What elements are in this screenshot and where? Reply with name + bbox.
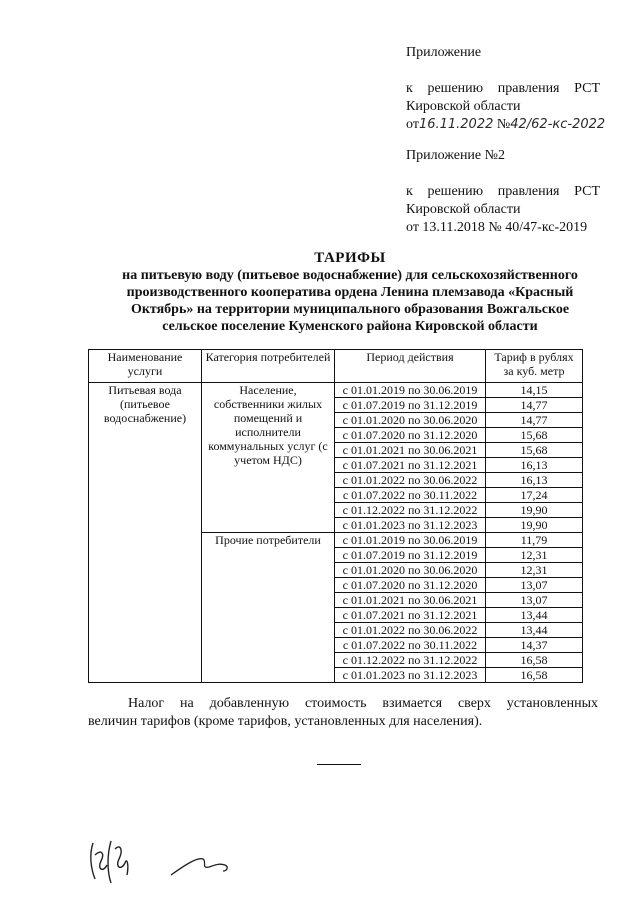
appendix-handwritten-number: 42/62-кс-2022: [510, 117, 606, 132]
tariff-cell: 16,13: [486, 473, 583, 488]
note-line-1: Налог на добавленную стоимость взимается сверх установленных: [128, 696, 598, 711]
appendix-handwritten-date: 16.11.2022: [418, 117, 494, 132]
appendix2-decision-line: к решению правления РСТ: [406, 184, 600, 199]
period-cell: с 01.12.2022 по 31.12.2022: [335, 653, 486, 668]
appendix-region-line: Кировской области: [406, 99, 521, 114]
table-body: [89, 383, 583, 683]
period-cell: с 01.12.2022 по 31.12.2022: [335, 503, 486, 518]
period-cell: с 01.07.2019 по 31.12.2019: [335, 548, 486, 563]
tariff-cell: 17,24: [486, 488, 583, 503]
period-cell: с 01.07.2019 по 31.12.2019: [335, 398, 486, 413]
tariff-cell: 14,77: [486, 413, 583, 428]
tariff-cell: 12,31: [486, 548, 583, 563]
title-heading: ТАРИФЫ: [314, 250, 386, 266]
header-tariff: Тариф в рублях за куб. метр: [486, 350, 583, 383]
period-cell: с 01.01.2022 по 30.06.2022: [335, 623, 486, 638]
table-row: [89, 383, 583, 398]
tariff-cell: 14,77: [486, 398, 583, 413]
table-header-row: [89, 350, 583, 383]
vat-note: [88, 695, 598, 731]
signature-stroke-2: [108, 841, 128, 883]
signature-stroke-1: [91, 843, 107, 879]
appendix-date-line: [406, 116, 605, 134]
appendix2-date-line: от 13.11.2018 № 40/47-кс-2019: [406, 220, 588, 235]
divider-line: [317, 764, 361, 765]
appendix-title: Приложение: [406, 45, 482, 60]
tariff-cell: 16,13: [486, 458, 583, 473]
period-cell: с 01.07.2020 по 31.12.2020: [335, 578, 486, 593]
tariff-cell: 15,68: [486, 443, 583, 458]
appendix-from-label: от: [406, 117, 419, 132]
tariff-cell: 13,07: [486, 593, 583, 608]
period-cell: с 01.01.2023 по 31.12.2023: [335, 668, 486, 683]
appendix2-region-line: Кировской области: [406, 202, 521, 217]
tariff-cell: 15,68: [486, 428, 583, 443]
document-title: [60, 250, 640, 335]
appendix-block: [406, 44, 605, 134]
tariff-cell: 14,37: [486, 638, 583, 653]
signature: [85, 835, 245, 895]
header-service: Наименование услуги: [89, 350, 202, 383]
tariff-cell: 12,31: [486, 563, 583, 578]
tariff-cell: 19,90: [486, 503, 583, 518]
signature-stroke-3: [171, 859, 227, 875]
period-cell: с 01.01.2021 по 30.06.2021: [335, 443, 486, 458]
period-cell: с 01.01.2019 по 30.06.2019: [335, 533, 486, 548]
tariff-cell: 16,58: [486, 653, 583, 668]
title-line-3: Октябрь» на территории муниципального образования Вожгальское: [130, 302, 570, 317]
tariff-table: [88, 349, 583, 683]
period-cell: с 01.01.2022 по 30.06.2022: [335, 473, 486, 488]
period-cell: с 01.01.2020 по 30.06.2020: [335, 413, 486, 428]
category-cell: Прочие потребители: [202, 533, 335, 683]
service-cell: Питьевая вода (питьевое водоснабжение): [89, 383, 202, 683]
appendix-number-sign: №: [496, 117, 511, 132]
category-cell: Население, собственники жилых помещений и исполнители коммунальных услуг (с учетом НДС): [202, 383, 335, 533]
period-cell: с 01.07.2022 по 30.11.2022: [335, 638, 486, 653]
period-cell: с 01.07.2021 по 31.12.2021: [335, 458, 486, 473]
header-category: Категория потребителей: [202, 350, 335, 383]
tariff-cell: 13,44: [486, 608, 583, 623]
appendix2-block: [406, 147, 600, 237]
tariff-cell: 14,15: [486, 383, 583, 398]
tariff-cell: 16,58: [486, 668, 583, 683]
note-line-2: величин тарифов (кроме тарифов, установленных для населения).: [88, 714, 483, 729]
header-period: Период действия: [335, 350, 486, 383]
tariff-cell: 19,90: [486, 518, 583, 533]
period-cell: с 01.01.2019 по 30.06.2019: [335, 383, 486, 398]
appendix-decision-line: к решению правления РСТ: [406, 81, 600, 96]
tariff-cell: 13,44: [486, 623, 583, 638]
period-cell: с 01.01.2021 по 30.06.2021: [335, 593, 486, 608]
tariff-cell: 11,79: [486, 533, 583, 548]
period-cell: с 01.07.2022 по 30.11.2022: [335, 488, 486, 503]
period-cell: с 01.07.2021 по 31.12.2021: [335, 608, 486, 623]
title-line-4: сельское поселение Куменского района Кировской области: [162, 319, 538, 334]
title-line-1: на питьевую воду (питьевое водоснабжение) для сельскохозяйственного: [122, 268, 578, 283]
period-cell: с 01.07.2020 по 31.12.2020: [335, 428, 486, 443]
period-cell: с 01.01.2020 по 30.06.2020: [335, 563, 486, 578]
appendix2-title: Приложение №2: [406, 148, 505, 163]
period-cell: с 01.01.2023 по 31.12.2023: [335, 518, 486, 533]
tariff-cell: 13,07: [486, 578, 583, 593]
title-line-2: производственного кооператива ордена Ленина племзавода «Красный: [126, 285, 574, 300]
